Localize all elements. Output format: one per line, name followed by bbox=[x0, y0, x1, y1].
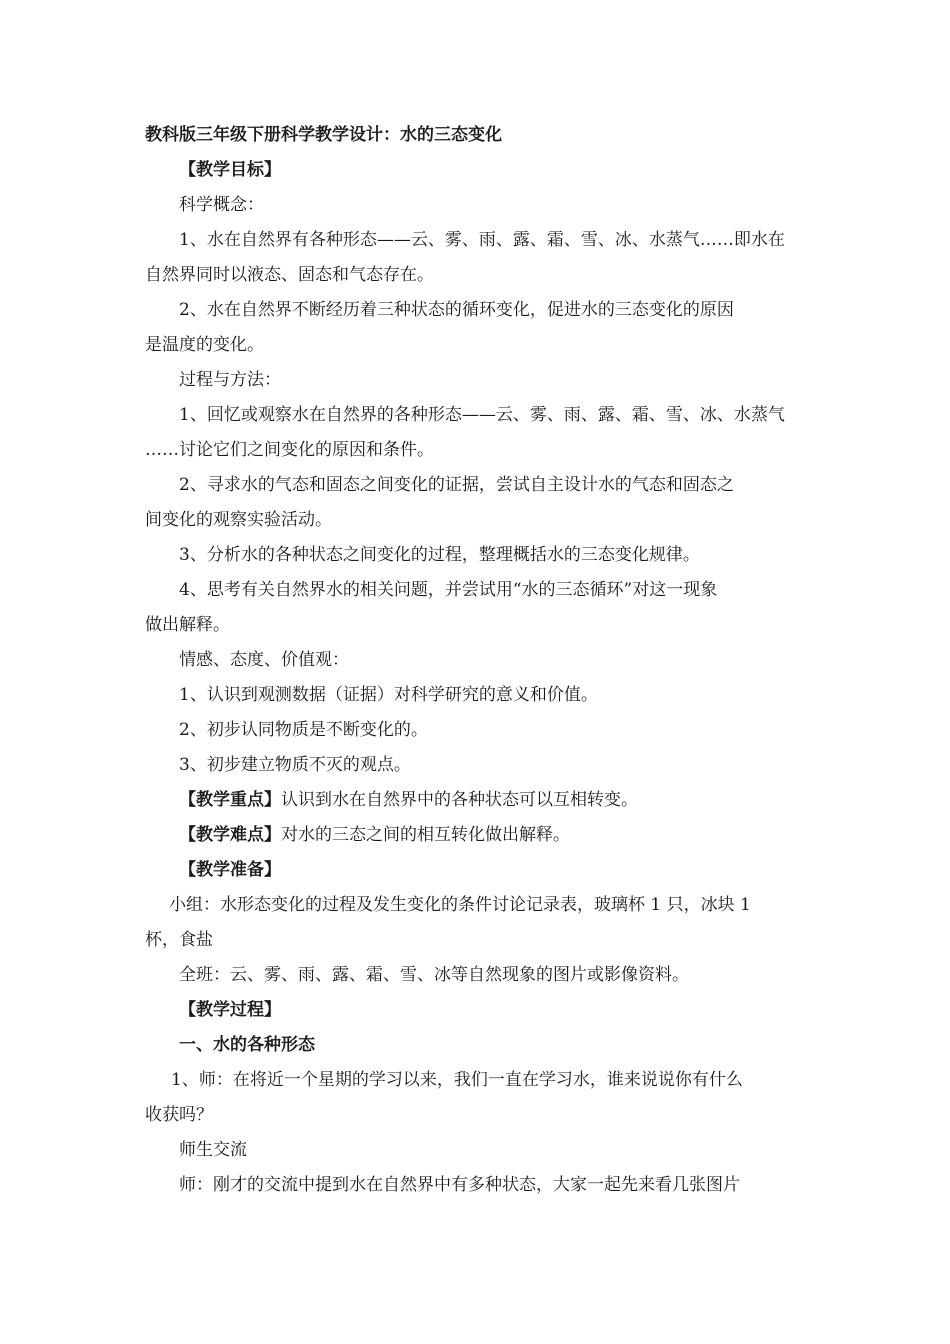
attitude-heading: 情感、态度、价值观： bbox=[179, 650, 349, 670]
document-title: 教科版三年级下册科学教学设计：水的三态变化 bbox=[145, 125, 502, 145]
method-4-line-1: 4、思考有关自然界水的相关问题，并尝试用“水的三态循环”对这一现象 bbox=[179, 580, 718, 600]
key-point-text: 认识到水在自然界中的各种状态可以互相转变。 bbox=[281, 790, 638, 810]
teacher-paragraph: 师：刚才的交流中提到水在自然界中有多种状态，大家一起先来看几张图片 bbox=[179, 1175, 740, 1195]
concept-1-line-2: 自然界同时以液态、固态和气态存在。 bbox=[145, 265, 434, 285]
difficulty-point bbox=[145, 818, 810, 853]
method-2-line-2: 间变化的观察实验活动。 bbox=[145, 510, 332, 530]
attitude-1: 1、认识到观测数据（证据）对科学研究的意义和价值。 bbox=[179, 685, 598, 705]
attitude-3: 3、初步建立物质不灭的观点。 bbox=[179, 755, 411, 775]
step-1-line-2: 收获吗？ bbox=[145, 1105, 213, 1125]
method-1-line-1: 1、回忆或观察水在自然界的各种形态——云、雾、雨、露、霜、雪、冰、水蒸气 bbox=[179, 405, 785, 425]
difficulty-text: 对水的三态之间的相互转化做出解释。 bbox=[281, 825, 570, 845]
prep-class: 全班：云、雾、雨、露、霜、雪、冰等自然现象的图片或影像资料。 bbox=[179, 965, 689, 985]
concept-2-line-1: 2、水在自然界不断经历着三种状态的循环变化，促进水的三态变化的原因 bbox=[179, 300, 734, 320]
step-1-line-1: 1、师：在将近一个星期的学习以来，我们一直在学习水，谁来说说你有什么 bbox=[171, 1070, 743, 1090]
method-4-line-2: 做出解释。 bbox=[145, 615, 230, 635]
concept-1-line-1: 1、水在自然界有各种形态——云、雾、雨、露、霜、雪、冰、水蒸气……即水在 bbox=[179, 230, 785, 250]
document-page bbox=[145, 118, 810, 1203]
prep-group-line-1: 小组：水形态变化的过程及发生变化的条件讨论记录表，玻璃杯 1 只，冰块 1 bbox=[169, 895, 751, 915]
key-point bbox=[145, 783, 810, 818]
goal-heading: 【教学目标】 bbox=[179, 160, 281, 180]
difficulty-label: 【教学难点】 bbox=[179, 825, 281, 845]
process-heading: 【教学过程】 bbox=[179, 1000, 281, 1020]
attitude-2: 2、初步认同物质是不断变化的。 bbox=[179, 720, 428, 740]
key-point-label: 【教学重点】 bbox=[179, 790, 281, 810]
prep-group-line-2: 杯，食盐 bbox=[145, 930, 213, 950]
concept-2-line-2: 是温度的变化。 bbox=[145, 335, 264, 355]
concept-heading: 科学概念： bbox=[179, 195, 264, 215]
method-1-line-2: ……讨论它们之间变化的原因和条件。 bbox=[145, 440, 434, 460]
exchange-note: 师生交流 bbox=[179, 1140, 247, 1160]
section-1-heading: 一、水的各种形态 bbox=[179, 1035, 315, 1055]
method-2-line-1: 2、寻求水的气态和固态之间变化的证据，尝试自主设计水的气态和固态之 bbox=[179, 475, 734, 495]
method-heading: 过程与方法： bbox=[179, 370, 281, 390]
method-3: 3、分析水的各种状态之间变化的过程，整理概括水的三态变化规律。 bbox=[179, 545, 700, 565]
prep-heading: 【教学准备】 bbox=[179, 860, 281, 880]
